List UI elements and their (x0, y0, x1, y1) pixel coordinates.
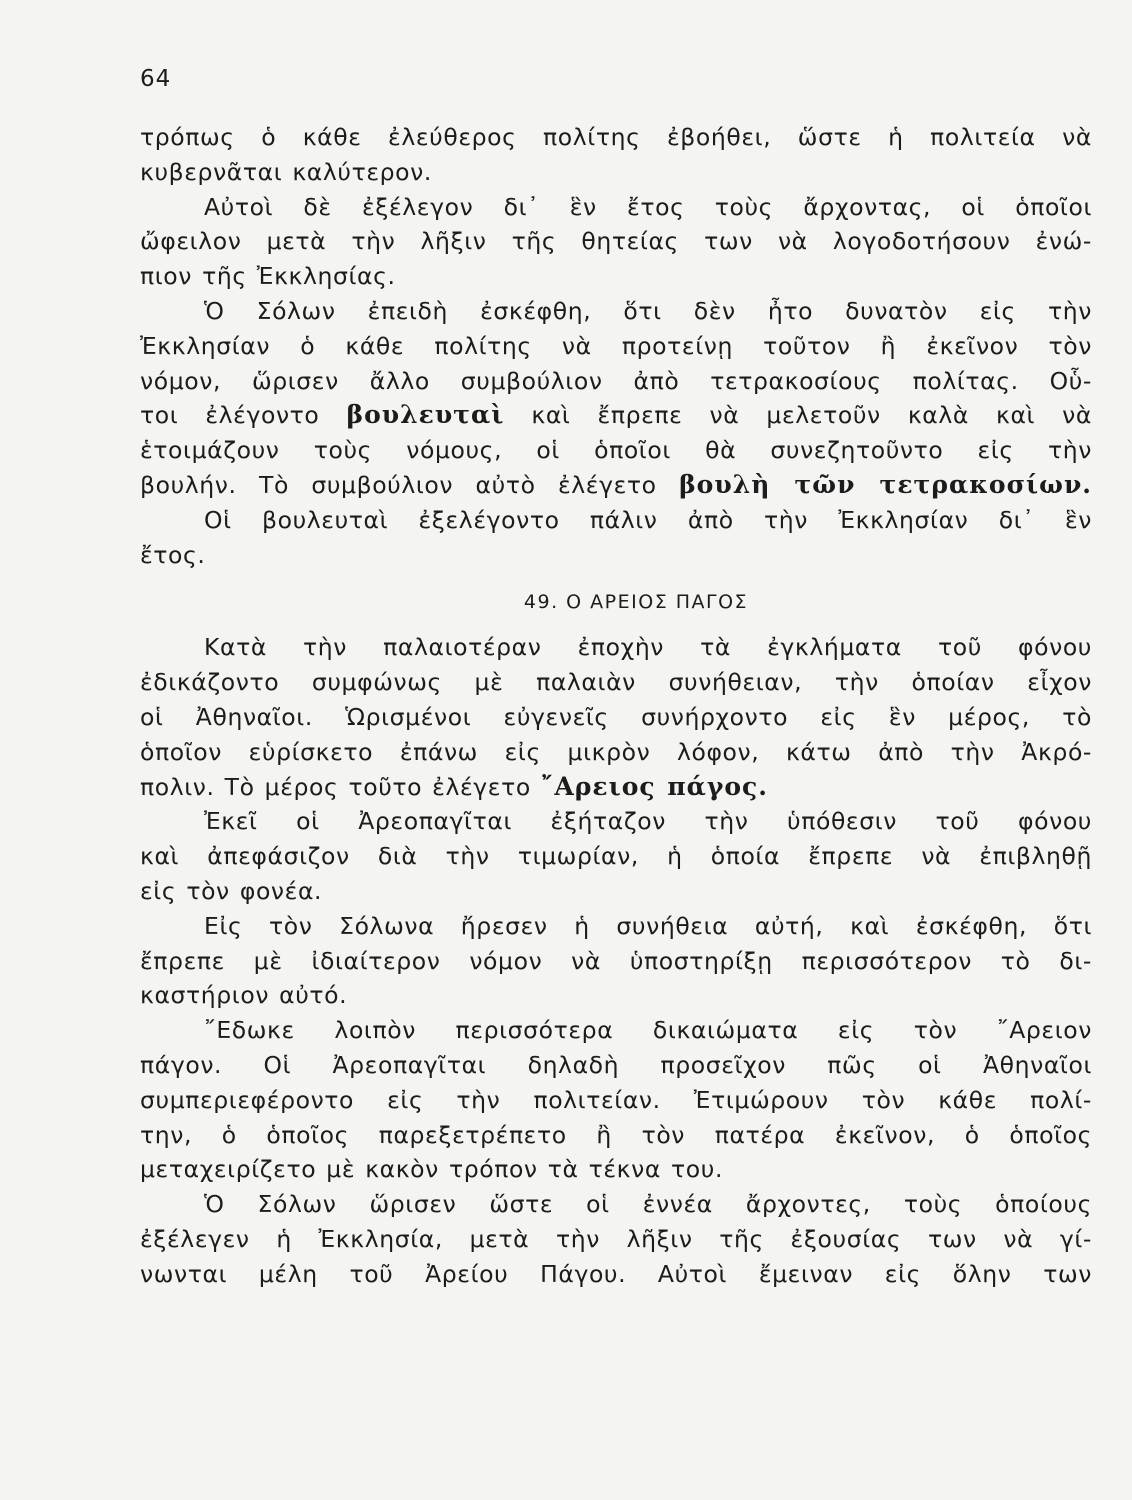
emphasis-term-areios-pagos: ῎Αρειος πάγος. (540, 771, 768, 801)
text-line: ἔπρεπε μὲ ἰδιαίτερον νόμον νὰ ὑποστηρίξῃ περισσότερον τὸ δι- (140, 946, 1092, 975)
text-line: ὤφειλον μετὰ τὴν λῆξιν τῆς θητείας των νὰ λογοδοτήσουν ἐνώ- (140, 227, 1092, 256)
text-line: Οἱ βουλευταὶ ἐξελέγοντο πάλιν ἀπὸ τὴν Ἐκκλησίαν δι᾽ ἓν (204, 505, 1092, 534)
text-line: Ἐκεῖ οἱ Ἀρεοπαγῖται ἐξήταζον τὴν ὑπόθεσιν τοῦ φόνου (204, 807, 1092, 836)
body-text (140, 120, 1092, 1292)
paragraph-group-solon-intro (140, 120, 1092, 398)
emphasis-term-bouleutai: βουλευταὶ (346, 400, 505, 430)
text-line: κυβερνᾶται καλύτερον. (140, 157, 432, 186)
line-text: καὶ ἔπρεπε νὰ μελετοῦν καλὰ καὶ νὰ (504, 401, 1092, 430)
text-line: Ὁ Σόλων ἐπειδὴ ἐσκέφθη, ὅτι δὲν ἦτο δυνατὸν εἰς τὴν (204, 296, 1092, 325)
text-line: ἐδικάζοντο συμφώνως μὲ παλαιὰν συνήθειαν, τὴν ὁποίαν εἶχον (140, 668, 1092, 697)
line-text: πολιν. Τὸ μέρος τοῦτο ἐλέγετο (140, 772, 541, 801)
text-line: τρόπως ὁ κάθε ἐλεύθερος πολίτης ἐβοήθει, ὥστε ἡ πολιτεία νὰ (140, 123, 1092, 151)
text-line: Εἰς τὸν Σόλωνα ἤρεσεν ἡ συνήθεια αὐτή, καὶ ἐσκέφθη, ὅτι (204, 911, 1092, 940)
text-line: την, ὁ ὁποῖος παρεξετρέπετο ἢ τὸν πατέρα ἐκεῖνον, ὁ ὁποῖος (140, 1120, 1092, 1149)
text-line: πάγον. Οἱ Ἀρεοπαγῖται δηλαδὴ προσεῖχον πῶς οἱ Ἀθηναῖοι (140, 1050, 1092, 1079)
paragraph-group-areios-intro (140, 630, 1092, 769)
text-line: συμπεριεφέροντο εἰς τὴν πολιτείαν. Ἐτιμώρουν τὸν κάθε πολί- (140, 1085, 1092, 1114)
text-line: νωνται μέλη τοῦ Ἀρείου Πάγου. Αὐτοὶ ἔμειναν εἰς ὅλην των (140, 1259, 1092, 1288)
text-line: Κατὰ τὴν παλαιοτέραν ἐποχὴν τὰ ἐγκλήματα τοῦ φόνου (204, 633, 1092, 662)
page-number: 64 (140, 66, 172, 92)
text-line-boule (140, 468, 1092, 503)
text-line: ἐξέλεγεν ἡ Ἐκκλησία, μετὰ τὴν λῆξιν τῆς ἐξουσίας των νὰ γί- (140, 1224, 1092, 1253)
text-line: Ἐκκλησίαν ὁ κάθε πολίτης νὰ προτείνῃ τοῦτον ἢ ἐκεῖνον τὸν (140, 331, 1092, 360)
text-line: ὁποῖον εὑρίσκετο ἐπάνω εἰς μικρὸν λόφον, κάτω ἀπὸ τὴν Ἀκρό- (140, 737, 1092, 766)
text-line: ῎Εδωκε λοιπὸν περισσότερα δικαιώματα εἰς τὸν ῎Αρειον (204, 1016, 1092, 1045)
line-text: τοι ἐλέγοντο (140, 401, 347, 430)
section-heading: 49. Ο ΑΡΕΙΟΣ ΠΑΓΟΣ (523, 591, 749, 614)
text-line: νόμον, ὥρισεν ἄλλο συμβούλιον ἀπὸ τετρακοσίους πολίτας. Οὗ- (140, 366, 1092, 395)
text-line: οἱ Ἀθηναῖοι. Ὡρισμένοι εὐγενεῖς συνήρχοντο εἰς ἓν μέρος, τὸ (140, 702, 1092, 731)
text-line: Αὐτοὶ δὲ ἐξέλεγον δι᾽ ἓν ἔτος τοὺς ἄρχοντας, οἱ ὁποῖοι (204, 192, 1092, 221)
text-line-hetoimazoun: ἑτοιμάζουν τοὺς νόμους, οἱ ὁποῖοι θὰ συνεζητοῦντο εἰς τὴν (140, 436, 1092, 465)
text-line: μεταχειρίζετο μὲ κακὸν τρόπον τὰ τέκνα του. (140, 1155, 724, 1184)
emphasis-term-boule: βουλὴ τῶν τετρακοσίων. (679, 469, 1092, 499)
text-line: ἔτος. (140, 540, 206, 569)
text-line: καστήριον αὐτό. (140, 981, 348, 1010)
text-line: καὶ ἀπεφάσιζον διὰ τὴν τιμωρίαν, ἡ ὁποία ἔπρεπε νὰ ἐπιβληθῇ (140, 842, 1092, 871)
text-line: Ὁ Σόλων ὥρισεν ὥστε οἱ ἐννέα ἄρχοντες, τοὺς ὁποίους (204, 1190, 1092, 1219)
text-line: πιον τῆς Ἐκκλησίας. (140, 262, 396, 291)
text-line-bouleutai (140, 398, 1092, 433)
paragraph-group-bouleutai-term (140, 503, 1092, 573)
text-line: εἰς τὸν φονέα. (140, 876, 323, 905)
paragraph-group-areios-body (140, 804, 1092, 1291)
text-line-areios (140, 770, 1092, 805)
line-text: βουλήν. Τὸ συμβούλιον αὐτὸ ἐλέγετο (140, 470, 680, 499)
